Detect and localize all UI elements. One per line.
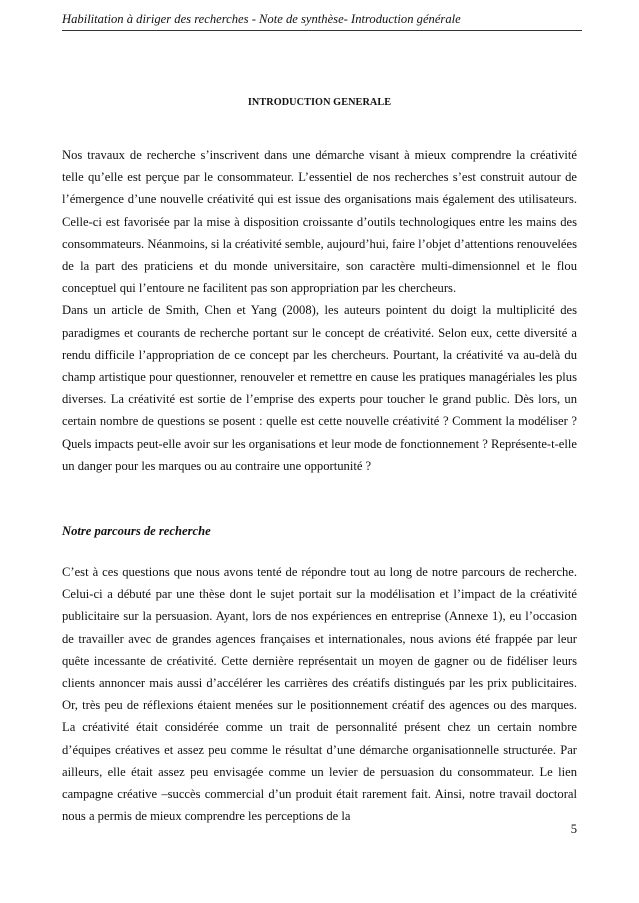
paragraph: Dans un article de Smith, Chen et Yang (2008), les auteurs pointent du doigt la multiplicité des paradigmes et courants de recherche portant sur le concept de créativité. Selon eux, cette diversité a rendu difficile l’appropriation de ce concept par les chercheurs. Pourtant, la créativité va au-delà du champ artistique pour questionner, renouveler et remettre en cause les pratiques managériales les plus diverses. La créativité est sortie de l’emprise des experts pour toucher le grand public. Dès lors, un certain nombre de questions se posent : quelle est cette nouvelle créativité ? Comment la modéliser ? Quels impacts peut-elle avoir sur les organisations et leur mode de fonctionnement ? Représente-t-elle un danger pour les marques ou au contraire une opportunité ? [62, 303, 577, 473]
paragraph: C’est à ces questions que nous avons tenté de répondre tout au long de notre parcours de recherche. Celui-ci a débuté par une thèse dont le sujet portait sur la modélisation et l’impact de la créativité publicitaire sur la persuasion. Ayant, lors de nos expériences en entreprise (Annexe 1), eu l’occasion de travailler avec de grandes agences françaises et internationales, nous avions été frappée par leur quête incessante de créativité. Cette dernière représentait un moyen de gagner ou de fidéliser leurs clients annoncer mais aussi d’accélérer les carrières des créatifs distingués par les prix publicitaires. Or, très peu de réflexions étaient menées sur le positionnement créatif des agences ou des marques. La créativité était considérée comme un trait de personnalité présent chez un certain nombre d’équipes créatives et assez peu comme le résultat d’une démarche organisationnelle structurée. Par ailleurs, elle était assez peu envisagée comme un levier de persuasion du consommateur. Le lien campagne créative –succès commercial d’un produit était rarement fait. Ainsi, notre travail doctoral nous a permis de mieux comprendre les perceptions de la [62, 565, 577, 824]
running-header: Habilitation à diriger des recherches - Note de synthèse- Introduction générale [62, 10, 582, 31]
paragraph: Nos travaux de recherche s’inscrivent dans une démarche visant à mieux comprendre la créativité telle qu’elle est perçue par le consommateur. L’essentiel de nos recherches s’est construit autour de l’émergence d’une nouvelle créativité qui est issue des organisations mais également des utilisateurs. Celle-ci est favorisée par la mise à disposition croissante d’outils technologiques entre les mains des consommateurs. Néanmoins, si la créativité semble, aujourd’hui, faire l’objet d’attentions renouvelées de la part des praticiens et du monde universitaire, son caractère multi-dimensionnel et le flou conceptuel qui l’entoure ne facilitent pas son appropriation par les chercheurs. [62, 148, 577, 296]
subsection-title: Notre parcours de recherche [62, 524, 211, 538]
introduction-body [62, 144, 577, 477]
page-number: 5 [570, 822, 577, 836]
subsection-body [62, 561, 577, 827]
section-title: INTRODUCTION GENERALE [247, 97, 392, 108]
